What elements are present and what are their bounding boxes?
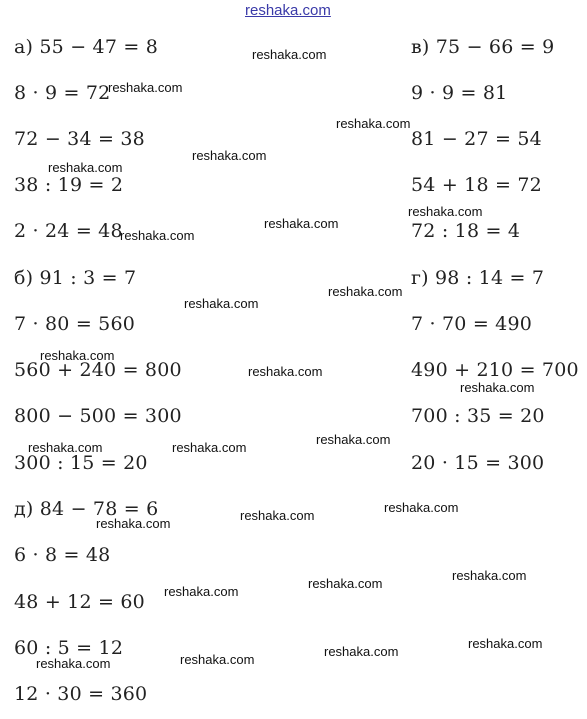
watermark: reshaka.com (164, 584, 239, 599)
watermark: reshaka.com (468, 636, 543, 651)
watermark: reshaka.com (180, 652, 255, 667)
equation-v-5: 72 : 18 = 4 (411, 220, 521, 242)
equation-b-1: б) 91 : 3 = 7 (14, 267, 137, 289)
watermark: reshaka.com (120, 228, 195, 243)
site-link[interactable]: reshaka.com (245, 2, 331, 19)
equation-d-3: 48 + 12 = 60 (14, 591, 145, 613)
equation-g-5: 20 · 15 = 300 (411, 452, 545, 474)
watermark: reshaka.com (192, 148, 267, 163)
equation-b-3: 560 + 240 = 800 (14, 359, 182, 381)
equation-b-5: 300 : 15 = 20 (14, 452, 148, 474)
equation-v-4: 54 + 18 = 72 (411, 174, 542, 196)
watermark: reshaka.com (384, 500, 459, 515)
equation-d-4: 60 : 5 = 12 (14, 637, 124, 659)
equation-a-2: 8 · 9 = 72 (14, 82, 111, 104)
equation-g-4: 700 : 35 = 20 (411, 405, 545, 427)
equation-g-2: 7 · 70 = 490 (411, 313, 533, 335)
equation-v-1: в) 75 − 66 = 9 (411, 36, 555, 58)
equation-d-2: 6 · 8 = 48 (14, 544, 111, 566)
watermark: reshaka.com (36, 656, 111, 671)
equation-b-2: 7 · 80 = 560 (14, 313, 136, 335)
watermark: reshaka.com (328, 284, 403, 299)
equation-d-5: 12 · 30 = 360 (14, 683, 148, 705)
equation-b-4: 800 − 500 = 300 (14, 405, 182, 427)
watermark: reshaka.com (460, 380, 535, 395)
equation-d-1: д) 84 − 78 = 6 (14, 498, 159, 520)
equation-g-3: 490 + 210 = 700 (411, 359, 579, 381)
watermark: reshaka.com (408, 204, 483, 219)
equation-g-1: г) 98 : 14 = 7 (411, 267, 545, 289)
watermark: reshaka.com (252, 47, 327, 62)
watermark: reshaka.com (172, 440, 247, 455)
watermark: reshaka.com (316, 432, 391, 447)
watermark: reshaka.com (184, 296, 259, 311)
watermark: reshaka.com (308, 576, 383, 591)
watermark: reshaka.com (40, 348, 115, 363)
watermark: reshaka.com (48, 160, 123, 175)
equation-v-3: 81 − 27 = 54 (411, 128, 542, 150)
equation-v-2: 9 · 9 = 81 (411, 82, 508, 104)
watermark: reshaka.com (240, 508, 315, 523)
watermark: reshaka.com (28, 440, 103, 455)
watermark: reshaka.com (336, 116, 411, 131)
watermark: reshaka.com (264, 216, 339, 231)
watermark: reshaka.com (108, 80, 183, 95)
watermark: reshaka.com (96, 516, 171, 531)
equation-a-3: 72 − 34 = 38 (14, 128, 145, 150)
equation-a-5: 2 · 24 = 48 (14, 220, 123, 242)
watermark: reshaka.com (248, 364, 323, 379)
watermark: reshaka.com (324, 644, 399, 659)
equation-a-1: а) 55 − 47 = 8 (14, 36, 159, 58)
watermark: reshaka.com (452, 568, 527, 583)
equation-a-4: 38 : 19 = 2 (14, 174, 124, 196)
